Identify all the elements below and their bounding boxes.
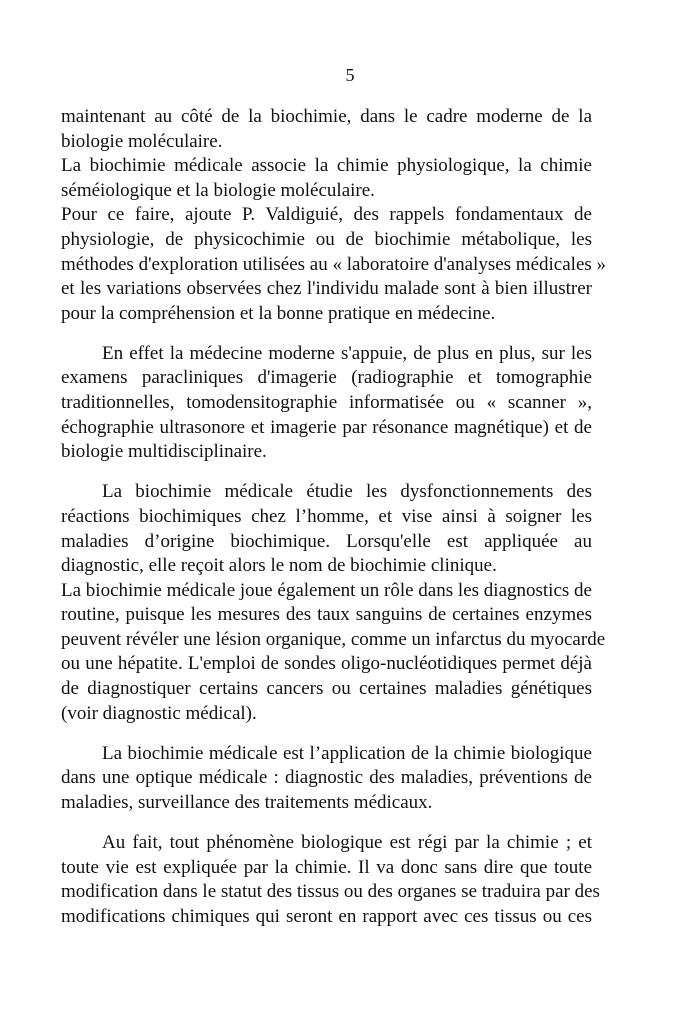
text-line: routine, puisque les mesures des taux sanguins de certaines enzymes <box>61 604 592 626</box>
text-line: réactions biochimiques chez l’homme, et vise ainsi à soigner les <box>61 505 592 527</box>
text-line: méthodes d'exploration utilisées au « laboratoire d'analyses médicales » <box>61 253 607 275</box>
text-line: Au fait, tout phénomène biologique est régi par la chimie ; et <box>102 832 592 854</box>
text-block <box>61 831 600 929</box>
text-line: La biochimie médicale est l’application de la chimie biologique <box>102 742 592 764</box>
text-line: La biochimie médicale joue également un rôle dans les diagnostics de <box>61 579 592 601</box>
text-line: biologie multidisciplinaire. <box>61 441 267 463</box>
text-line: modifications chimiques qui seront en rapport avec ces tissus ou ces <box>61 905 592 927</box>
text-line: maintenant au côté de la biochimie, dans le cadre moderne de la <box>61 106 592 127</box>
paragraph <box>61 203 607 326</box>
text-line: La biochimie médicale associe la chimie physiologique, la chimie <box>61 155 592 177</box>
text-line: Pour ce faire, ajoute P. Valdiguié, des rappels fondamentaux de <box>61 204 592 226</box>
text-line: diagnostic, elle reçoit alors le nom de biochimie clinique. <box>61 555 497 577</box>
text-block <box>61 105 607 326</box>
text-line: examens paracliniques d'imagerie (radiographie et tomographie <box>61 367 592 389</box>
text-line: dans une optique médicale : diagnostic des maladies, préventions de <box>61 767 592 789</box>
text-block <box>61 742 592 816</box>
paragraph <box>61 579 606 727</box>
document-body <box>61 105 607 945</box>
text-line: ou une hépatite. L'emploi de sondes oligo-nucléotidiques permet déjà <box>61 653 592 675</box>
text-line: peuvent révéler une lésion organique, comme un infarctus du myocarde <box>61 628 606 650</box>
text-line: En effet la médecine moderne s'appuie, de plus en plus, sur les <box>102 342 592 364</box>
text-line: maladies d’origine biochimique. Lorsqu'elle est appliquée au <box>61 530 592 552</box>
text-line: de diagnostiquer certains cancers ou certaines maladies génétiques <box>61 678 592 700</box>
text-line: pour la compréhension et la bonne pratique en médecine. <box>61 302 496 324</box>
text-line: maladies, surveillance des traitements médicaux. <box>61 791 433 813</box>
text-block <box>61 480 606 726</box>
text-line: La biochimie médicale étudie les dysfonctionnements des <box>102 481 592 503</box>
text-line: biologie moléculaire. <box>61 130 223 152</box>
text-line: physiologie, de physicochimie ou de biochimie métabolique, les <box>61 228 592 250</box>
paragraph <box>61 831 600 929</box>
paragraph <box>61 154 592 203</box>
text-line: toute vie est expliquée par la chimie. Il va donc sans dire que toute <box>61 856 592 878</box>
text-line: échographie ultrasonore et imagerie par résonance magnétique) et de <box>61 416 592 438</box>
text-line: et les variations observées chez l'individu malade sont à bien illustrer <box>61 278 592 300</box>
text-line: traditionnelles, tomodensitographie informatisée ou « scanner », <box>61 392 592 414</box>
page-number: 5 <box>345 65 355 85</box>
paragraph <box>61 105 592 154</box>
text-line: séméiologique et la biologie moléculaire. <box>61 179 375 201</box>
paragraph <box>61 342 592 465</box>
text-line: modification dans le statut des tissus ou des organes se traduira par des <box>61 881 600 903</box>
text-line: (voir diagnostic médical). <box>61 702 257 724</box>
paragraph <box>61 480 592 578</box>
paragraph <box>61 742 592 816</box>
text-block <box>61 342 592 465</box>
